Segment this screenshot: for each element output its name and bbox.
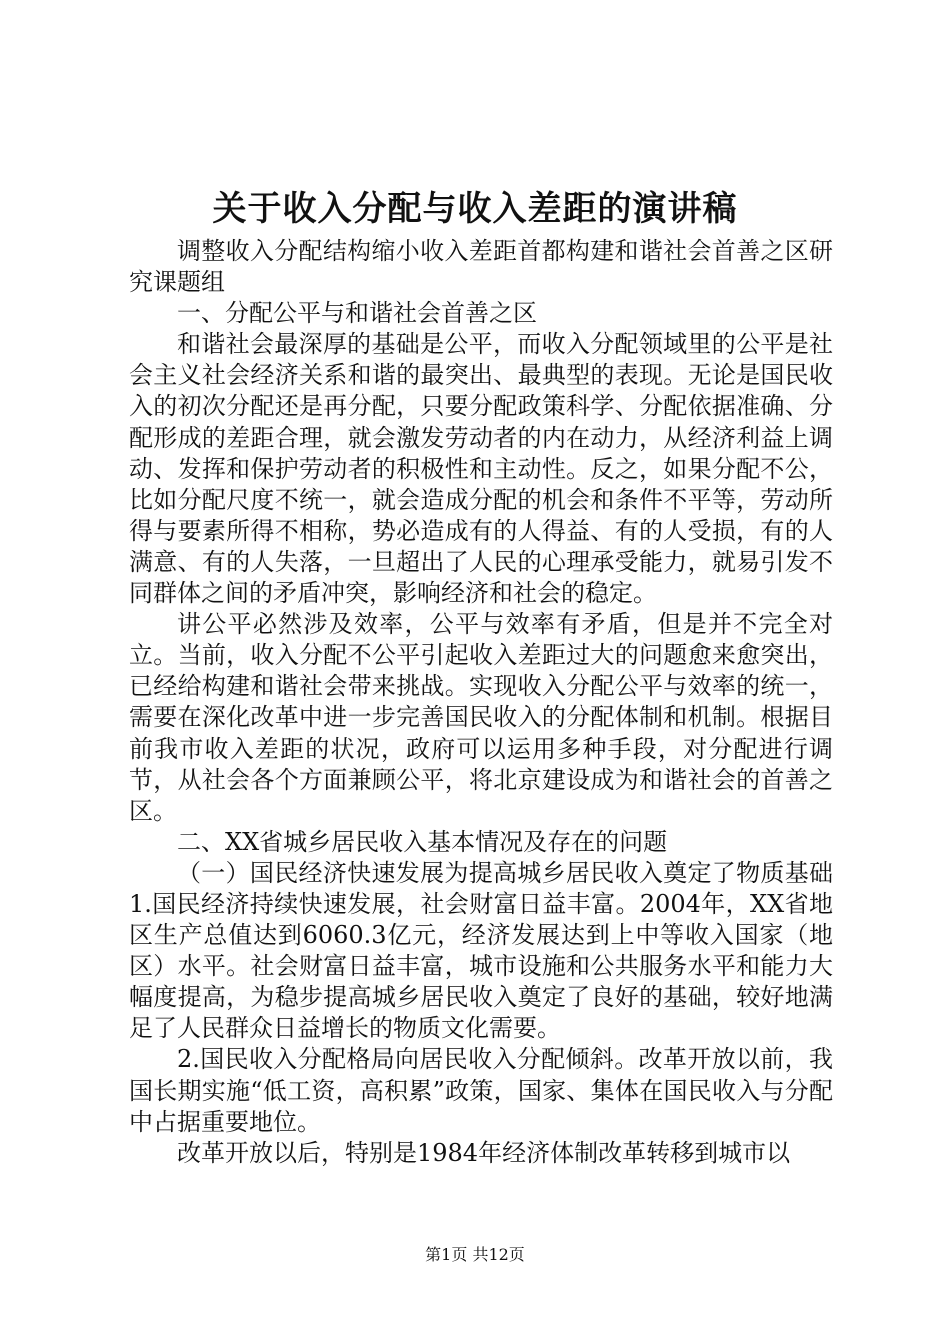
section-heading-2: 二、XX省城乡居民收入基本情况及存在的问题 xyxy=(177,827,668,856)
paragraph: （一）国民经济快速发展为提高城乡居民收入奠定了物质基础1.国民经济持续快速发展，社会财富日益丰富。2004年，XX省地区生产总值达到6060.3亿元，经济发展达到上中等收入国家（地区）水平。社会财富日益丰富，城市设施和公共服务水平和能力大幅度提高，为稳步提高城乡居民收入奠定了良好的基础，较好地满足了人民群众日益增长的物质文化需要。 xyxy=(129,858,833,1043)
paragraph: 2.国民收入分配格局向居民收入分配倾斜。改革开放以前，我国长期实施“低工资，高积累”政策，国家、集体在国民收入与分配中占据重要地位。 xyxy=(129,1045,833,1136)
paragraph-research-group: 调整收入分配结构缩小收入差距首都构建和谐社会首善之区研究课题组 xyxy=(129,237,833,297)
section-heading-1: 一、分配公平与和谐社会首善之区 xyxy=(177,299,537,328)
paragraph: 和谐社会最深厚的基础是公平，而收入分配领域里的公平是社会主义社会经济关系和谐的最突出、最典型的表现。无论是国民收入的初次分配还是再分配，只要分配政策科学、分配依据准确、分配形成的差距合理，就会激发劳动者的内在动力，从经济利益上调动、发挥和保护劳动者的积极性和主动性。反之，如果分配不公，比如分配尺度不统一，就会造成分配的机会和条件不平等，劳动所得与要素所得不相称，势必造成有的人得益、有的人受损，有的人满意、有的人失落，一旦超出了人民的心理承受能力，就易引发不同群体之间的矛盾冲突，影响经济和社会的稳定。 xyxy=(129,330,833,608)
paragraph: 改革开放以后，特别是1984年经济体制改革转移到城市以 xyxy=(177,1138,791,1167)
document-title: 关于收入分配与收入差距的演讲稿 xyxy=(212,189,738,229)
document-body xyxy=(129,236,833,1169)
paragraph: 讲公平必然涉及效率，公平与效率有矛盾，但是并不完全对立。当前，收入分配不公平引起收入差距过大的问题愈来愈突出，已经给构建和谐社会带来挑战。实现收入分配公平与效率的统一，需要在深化改革中进一步完善国民收入的分配体制和机制。根据目前我市收入差距的状况，政府可以运用多种手段，对分配进行调节，从社会各个方面兼顾公平，将北京建设成为和谐社会的首善之区。 xyxy=(129,610,833,825)
page-number-footer: 第1页 共12页 xyxy=(425,1245,525,1264)
